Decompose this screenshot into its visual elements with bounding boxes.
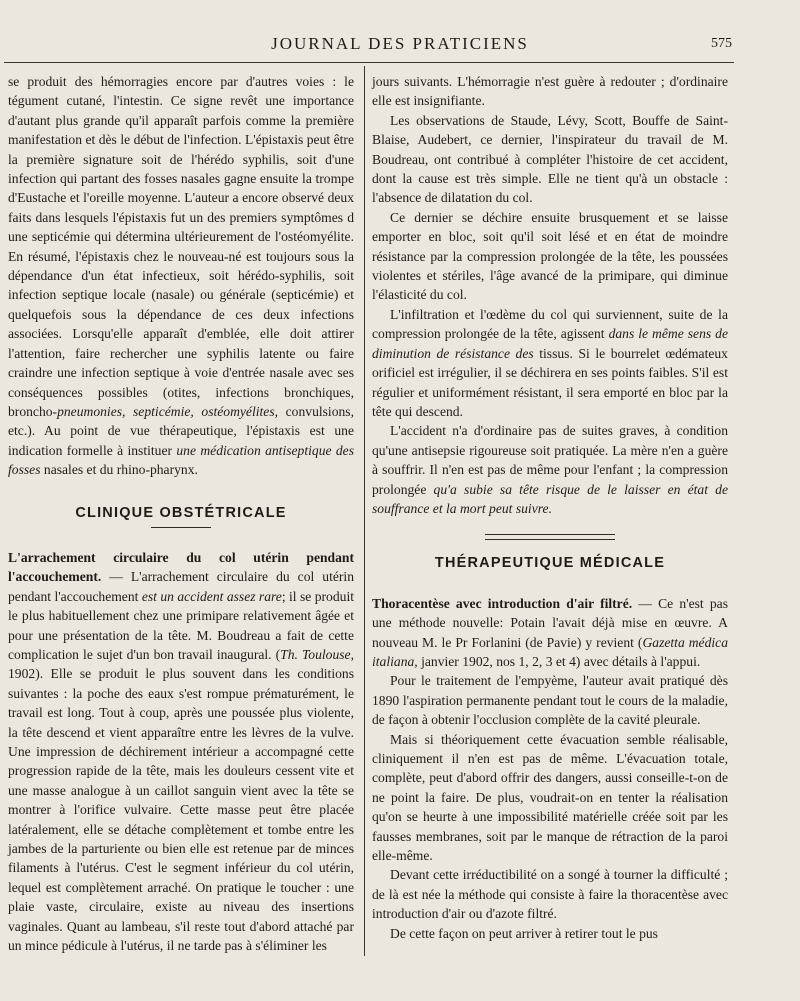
running-title: JOURNAL DES PRATICIENS — [271, 34, 529, 53]
section-title-therapeutics: THÉRAPEUTIQUE MÉDICALE — [434, 555, 666, 572]
paragraph: Ce dernier se déchire ensuite brusquement et se laisse emporter en bloc, soit qu'il soit lésé et en état de moindre résistance par la compression prolongée de la tête, les poussées violentes et stériles, l'âge avancé de la primipare, qui diminue l'élasticité du col. — [372, 209, 728, 303]
paragraph: Mais si théoriquement cette évacuation semble réalisable, cliniquement il n'en est pas de même. L'évacuation totale, complète, peut d'abord offrir des dangers, aussi conseille-t-on de ne point la faire. De plus, voudrait-on en tenter la réalisation qu'on se heurte à une impossibilité matérielle créée soit par les fausses membranes, soit par le manque de rétraction de la paroi elle-même. — [372, 731, 728, 864]
left-column — [8, 72, 354, 955]
column-divider — [364, 66, 365, 956]
article-heading: Thoracentèse avec introduction d'air filtré. — [372, 595, 633, 611]
paragraph-epistaxis: se produit des hémorragies encore par d'autres voies : le tégument cutané, l'intestin. Ce signe revêt une importance d'autant plus grande qu'il apparaît parfois comme la première manifestation et dès le début de l'infection. L'épistaxis peut être la première signature soit de l'hérédo syphilis, soit d'une infection qui partant des fosses nasales gagne ensuite la trompe d'Eustache et l'oreille moyenne. L'auteur a encore observé deux faits dans lesquels l'épistaxis fut un des premiers symptômes d une septicémie qui détermina ultérieurement de l'ostéomyélite. En résumé, l'épistaxis chez le nouveau-né est toujours sous la dépendance d'un état infectieux, soit hérédo-syphilis, soit infection septique locale (nasale) ou générale (septicémie) et quelquefois sous la dépendance de ces deux infections associées. Lorsqu'elle apparaît d'emblée, elle doit attirer l'attention, faire rechercher une syphilis latente ou faire craindre une infection septique à voie d'entrée nasale avec ses conséquences possibles (otites, infections bronchiques, broncho-pneumonies, septicémie, ostéomyélites, convulsions, etc.). Au point de vue thérapeutique, l'épistaxis est une indication formelle à instituer une médication antiseptique des fosses nasales et du rhino-pharynx. — [8, 74, 355, 478]
page-number: 575 — [711, 36, 732, 51]
paragraph: L'accident n'a d'ordinaire pas de suites graves, à condition qu'une antisepsie rigoureuse soit pratiquée. La mère n'en a guère à souffrir. Il n'en est pas de même pour l'enfant ; la compression prolongée qu'a subie sa tête risque de le laisser en état de souffrance et la mort peut suivre. — [372, 423, 728, 516]
paragraph-arrachement: L'arrachement circulaire du col utérin pendant l'accouchement. — L'arrachement circulaire du col utérin pendant l'accouchement est un accident assez rare; il se produit le plus habituellement chez une primipare relativement âgée et pour une présentation de la tête. M. Boudreau a fait de cette complication le sujet d'un bon travail inaugural. (Th. Toulouse, 1902). Elle se produit le plus souvent dans les conditions suivantes : la poche des eaux s'est rompue prématurément, le travail est long. Tout à coup, après une poussée plus violente, la tête descend et vient apparaître entre les lèvres de la vulve. Une impression de déchirement intérieur a accompagné cette progression rapide de la tête, mais les douleurs cessent vite et une masse analogue à un caillot sanguin vient avec la tête se montrer à l'orifice vulvaire. Cette masse peut être placée latéralement, elle se détache complètement et tombe entre les jambes de la parturiente ou bien elle est retenue par de minces filaments à l'utérus. C'est le segment inférieur du col utérin, lequel est complètement arraché. On pratique le toucher : une plaie vaste, circulaire, existe au niveau des insertions vaginales. Quant au lambeau, s'il reste tout d'abord attaché par un mince pédicule à l'utérus, il ne tarde pas à s'éliminer les — [8, 549, 354, 954]
article-heading: L'arrachement circulaire du col utérin pendant l'accouchement. — [8, 549, 354, 585]
right-column — [372, 72, 728, 943]
paragraph: jours suivants. L'hémorragie n'est guère à redouter ; d'ordinaire elle est insignifiante. — [372, 74, 728, 109]
section-title-obstetrics: CLINIQUE OBSTÉTRICALE — [75, 504, 287, 521]
running-header — [0, 34, 800, 56]
header-rule — [4, 62, 734, 63]
paragraph: Devant cette irréductibilité on a songé à tourner la difficulté ; de là est née la méthode qui consiste à faire la thoracentèse avec introduction d'air ou d'azote filtré. — [372, 867, 728, 922]
paragraph: De cette façon on peut arriver à retirer tout le pus — [390, 925, 658, 941]
paragraph: Les observations de Staude, Lévy, Scott, Bouffe de Saint-Blaise, Audebert, ce dernier, l'inspirateur du travail de M. Boudreau, ont contribué à compléter l'histoire de cet accident, dont la cause est très simple. Elle ne tient qu'à un obstacle : l'absence de dilatation du col. — [372, 112, 728, 206]
paragraph-thoracentese: Thoracentèse avec introduction d'air filtré. — Ce n'est pas une méthode nouvelle: Potain l'avait déjà mise en œuvre. A nouveau M. le Pr Forlanini (de Pavie) y revient (Gazetta médica italiana, janvier 1902, nos 1, 2, 3 et 4) avec détails à l'appui. — [372, 595, 728, 669]
paragraph: Pour le traitement de l'empyème, l'auteur avait pratiqué dès 1890 l'aspiration permanente pendant tout le cours de la maladie, de façon à obtenir l'occlusion complète de la cavité pleurale. — [372, 673, 728, 728]
paragraph: L'infiltration et l'œdème du col qui surviennent, suite de la compression prolongée de la tête, agissent dans le même sens de diminution de résistance des tissus. Si le bourrelet œdémateux orificiel est irrégulier, il se déchirera en ses points faibles. S'il est régulier et uniformément résistant, il sera emporté en bloc par la tête qui descend. — [372, 306, 729, 419]
